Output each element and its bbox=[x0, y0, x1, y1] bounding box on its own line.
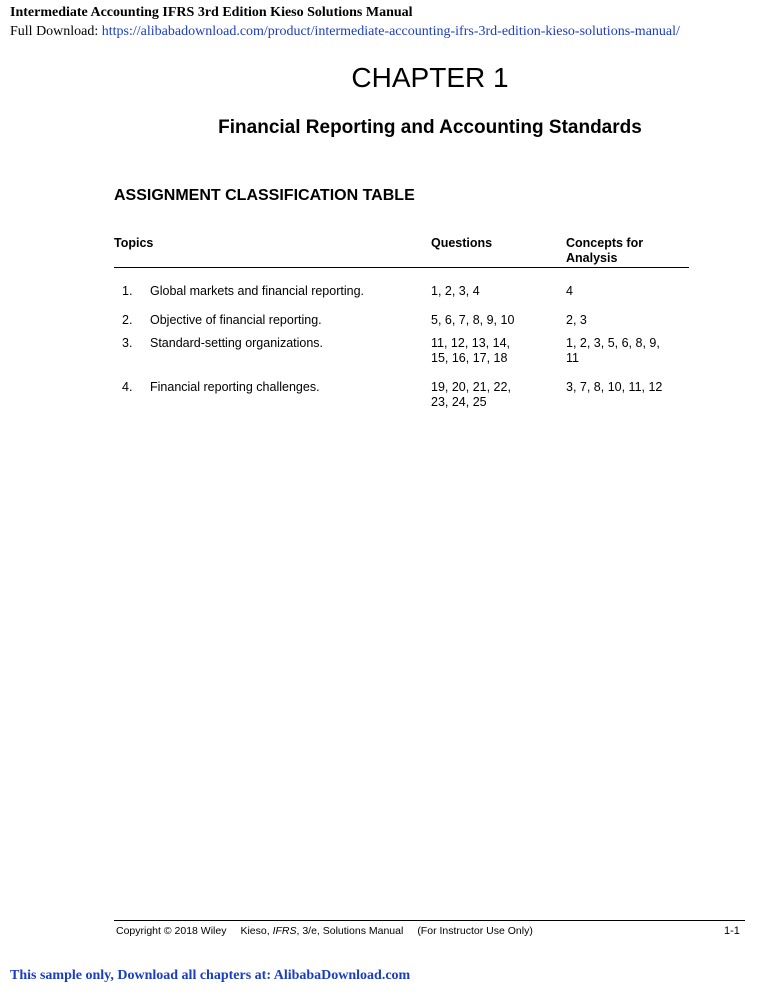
row-concepts-line1: 1, 2, 3, 5, 6, 8, 9, bbox=[566, 336, 660, 350]
row-questions bbox=[431, 380, 541, 410]
row-number: 2. bbox=[122, 313, 133, 327]
assignment-classification-table bbox=[114, 236, 689, 416]
row-concepts-line1: 3, 7, 8, 10, 11, 12 bbox=[566, 380, 663, 394]
table-row bbox=[114, 380, 689, 416]
page-footer bbox=[116, 925, 533, 938]
header-topics: Topics bbox=[114, 236, 154, 250]
chapter-heading: CHAPTER 1 bbox=[351, 62, 509, 93]
download-label: Full Download: bbox=[10, 24, 99, 39]
footer-book-rest: , 3/e, Solutions Manual bbox=[296, 925, 404, 937]
row-concepts bbox=[566, 313, 686, 328]
bottom-download-note: This sample only, Download all chapters at: AlibabaDownload.com bbox=[10, 968, 411, 983]
footer-book-italic: IFRS bbox=[272, 925, 297, 937]
row-topic: Global markets and financial reporting. bbox=[150, 284, 365, 298]
row-questions-line1: 11, 12, 13, 14, bbox=[431, 336, 510, 350]
download-line bbox=[10, 24, 680, 40]
row-questions-line2: 23, 24, 25 bbox=[431, 395, 487, 409]
row-concepts bbox=[566, 380, 686, 395]
row-questions-line1: 5, 6, 7, 8, 9, 10 bbox=[431, 313, 515, 327]
footer-rule bbox=[114, 920, 745, 921]
page-number: 1-1 bbox=[724, 925, 740, 937]
table-header bbox=[114, 236, 689, 268]
table-title: ASSIGNMENT CLASSIFICATION TABLE bbox=[114, 187, 415, 204]
header-concepts-line2: Analysis bbox=[566, 251, 618, 265]
row-questions bbox=[431, 336, 541, 366]
row-concepts bbox=[566, 284, 686, 299]
document-title: Intermediate Accounting IFRS 3rd Edition Kieso Solutions Manual bbox=[10, 5, 413, 20]
table-row bbox=[114, 336, 689, 380]
footer-copyright: Copyright © 2018 Wiley bbox=[116, 925, 227, 937]
row-concepts bbox=[566, 336, 686, 366]
row-questions bbox=[431, 313, 541, 328]
row-concepts-line1: 4 bbox=[566, 284, 573, 298]
row-questions-line2: 15, 16, 17, 18 bbox=[431, 351, 508, 365]
row-topic: Financial reporting challenges. bbox=[150, 380, 320, 394]
header-concepts-line1: Concepts for bbox=[566, 236, 644, 250]
row-concepts-line2: 11 bbox=[566, 351, 579, 365]
row-number: 3. bbox=[122, 336, 133, 350]
row-number: 1. bbox=[122, 284, 133, 298]
table-row bbox=[114, 284, 689, 313]
row-questions bbox=[431, 284, 541, 299]
chapter-subtitle: Financial Reporting and Accounting Standards bbox=[218, 117, 642, 138]
row-questions-line1: 19, 20, 21, 22, bbox=[431, 380, 511, 394]
row-number: 4. bbox=[122, 380, 133, 394]
footer-use-note: (For Instructor Use Only) bbox=[417, 925, 533, 937]
table-row bbox=[114, 313, 689, 336]
row-questions-line1: 1, 2, 3, 4 bbox=[431, 284, 480, 298]
row-topic: Objective of financial reporting. bbox=[150, 313, 322, 327]
footer-book-author: Kieso, bbox=[240, 925, 270, 937]
row-concepts-line1: 2, 3 bbox=[566, 313, 587, 327]
header-concepts bbox=[566, 236, 666, 266]
download-link[interactable]: https://alibabadownload.com/product/intermediate-accounting-ifrs-3rd-edition-kieso-solutions-manual/ bbox=[101, 24, 680, 39]
header-questions: Questions bbox=[431, 236, 493, 250]
row-topic: Standard-setting organizations. bbox=[150, 336, 324, 350]
